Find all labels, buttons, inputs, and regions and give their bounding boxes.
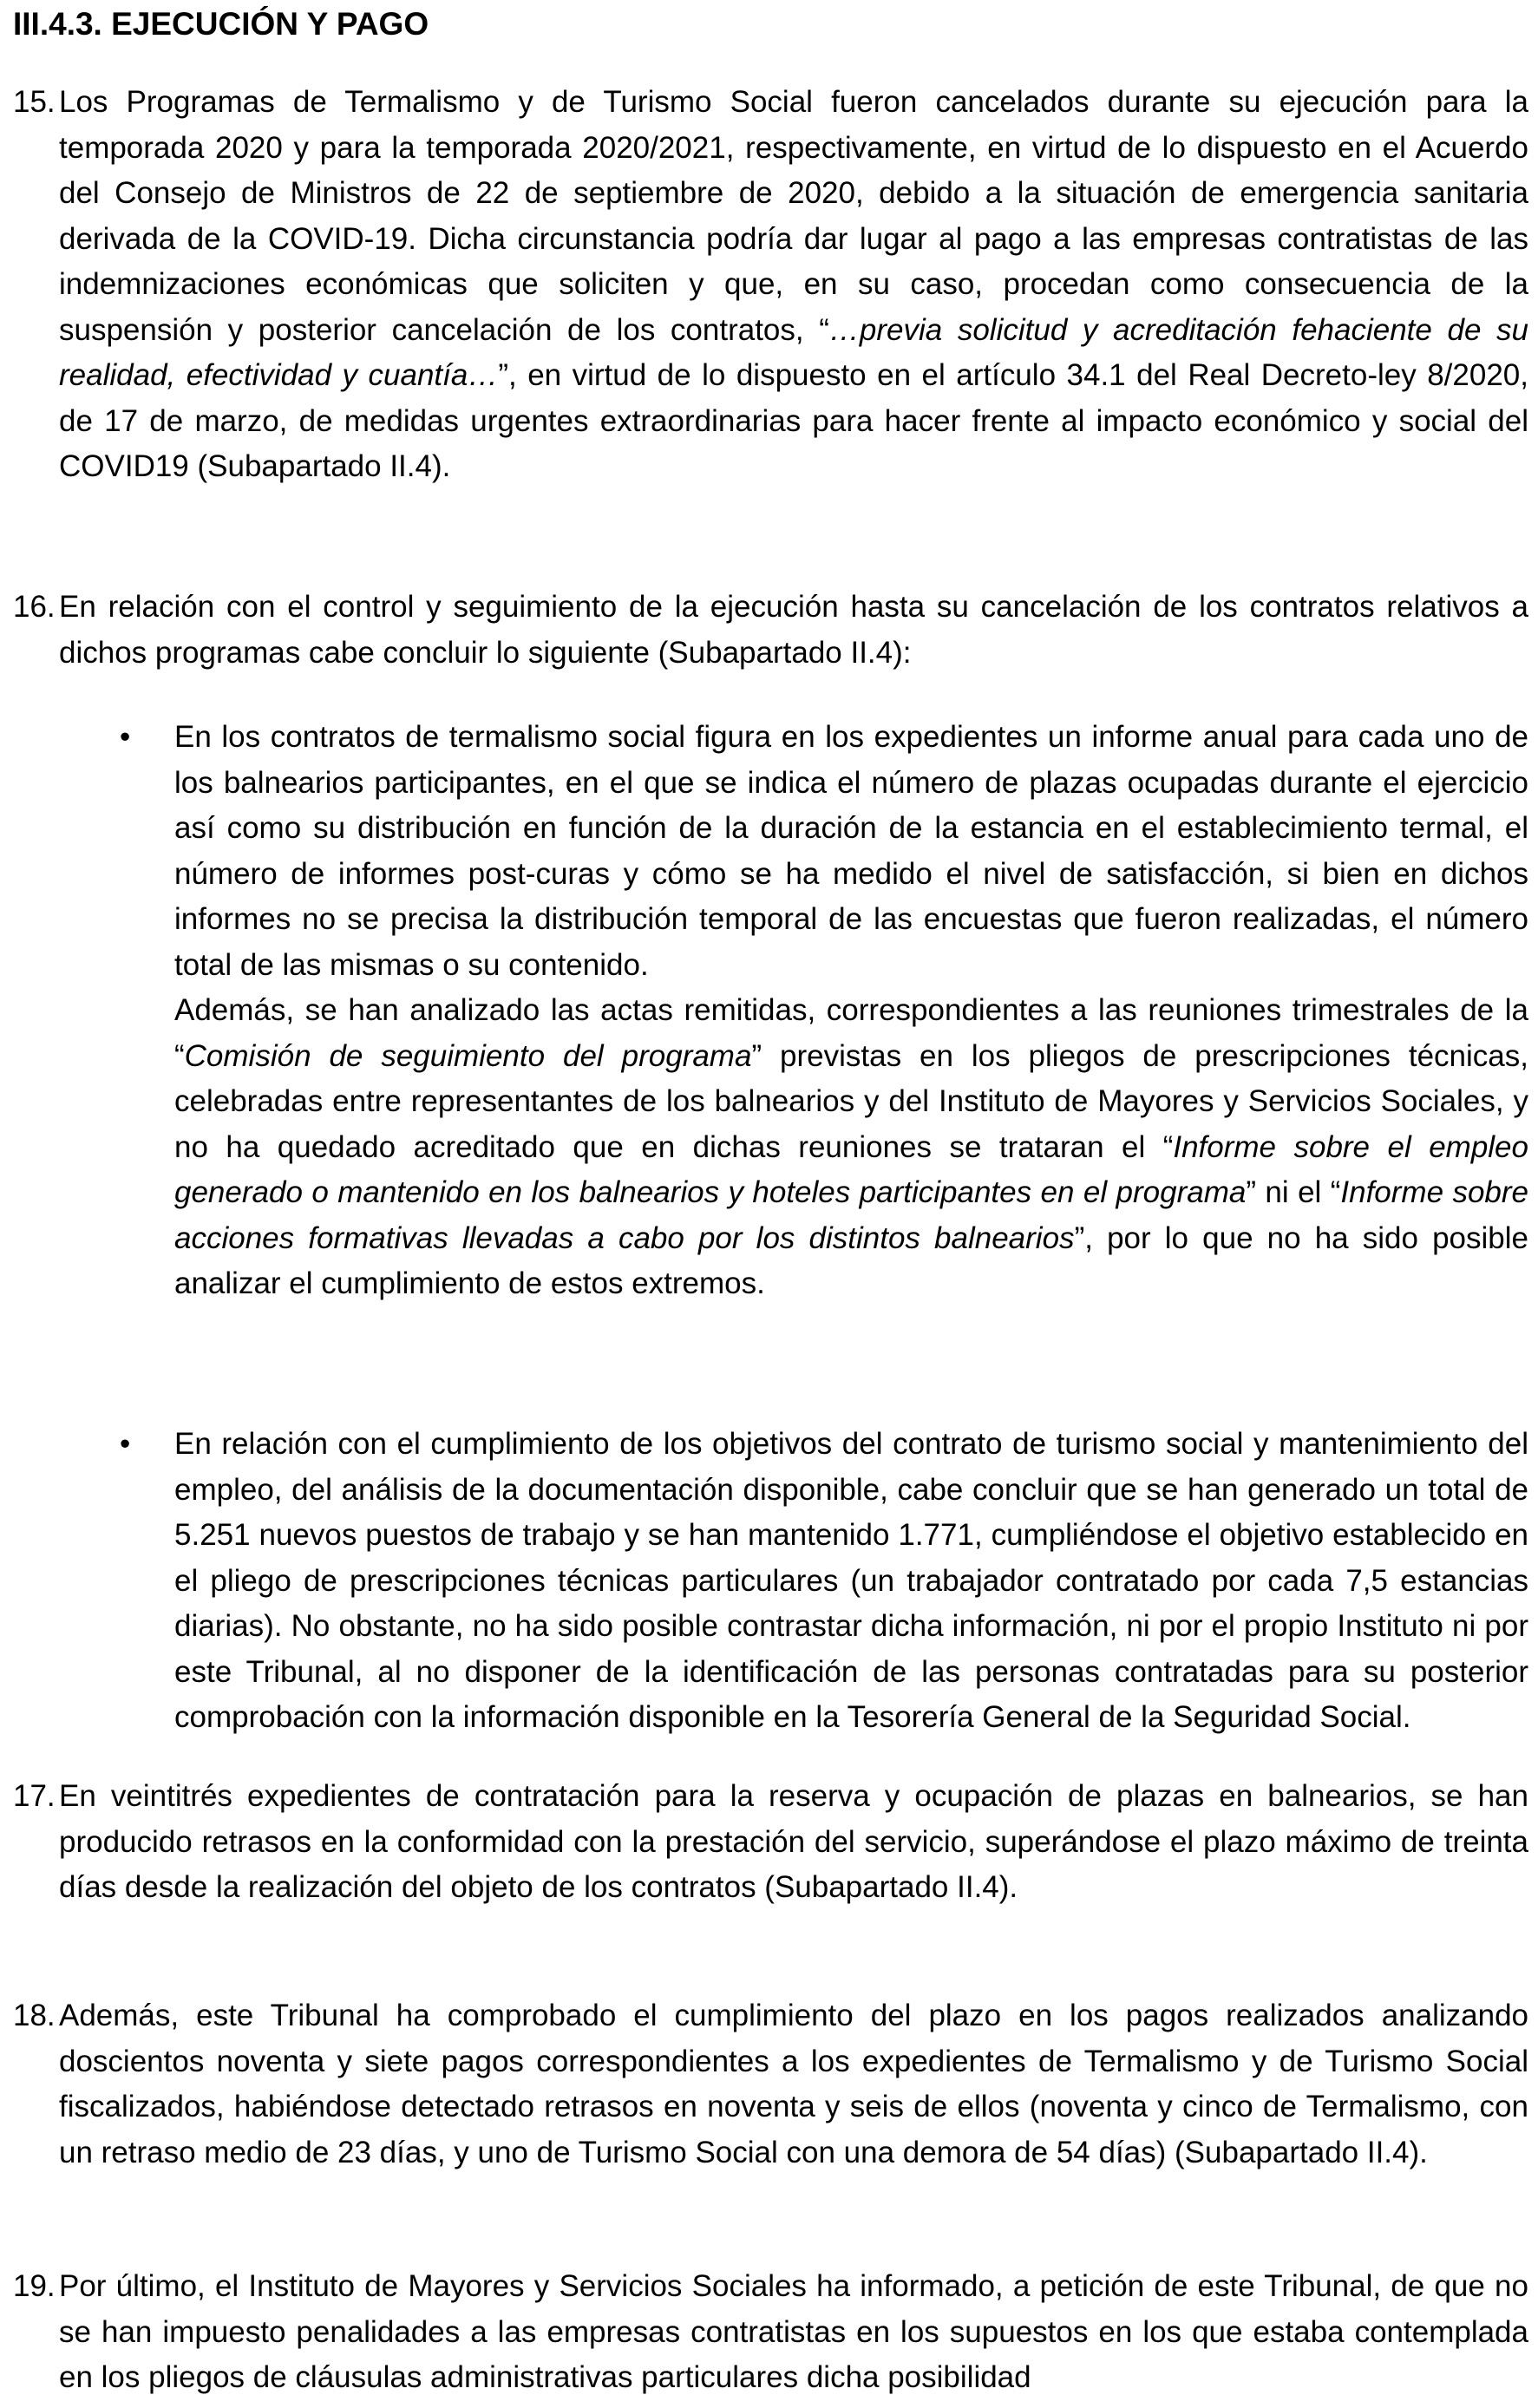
paragraph-text: Los Programas de Termalismo y de Turismo Social fueron cancelados durante su ejecución para la temporada 2020 y para la temporada 2020/2021, respectivamente, en virtud de lo dispuesto en el Acuerdo del Consejo de Ministros de 22 de septiembre de 2020, debido a la situación de emergencia sanitaria derivada de la COVID-19. Dicha circunstancia podría dar lugar al pago a las empresas contratistas de las indemnizaciones económicas que soliciten y que, en su caso, procedan como consecuencia de la suspensión y posterior cancelación de los contratos, “…previa solicitud y acreditación fehaciente de su realidad, efectividad y cuantía…”, en virtud de lo dispuesto en el artículo 34.1 del Real Decreto-ley 8/2020, de 17 de marzo, de medidas urgentes extraordinarias para hacer frente al impacto económico y social del COVID19 (Subapartado II.4). <box>59 85 1528 483</box>
italic-quote: …previa solicitud y acreditación fehaciente de su realidad, efectividad y cuantía… <box>59 312 1528 392</box>
paragraph-number: 16. <box>13 590 56 624</box>
bullet-item-termalismo <box>59 715 1528 1307</box>
paragraph-number: 19. <box>13 2269 56 2303</box>
bullet-icon: • <box>120 720 131 754</box>
bullet-text <box>174 1422 1528 1741</box>
numbered-paragraph-16 <box>13 585 1528 676</box>
numbered-paragraph-17 <box>13 1774 1528 1911</box>
bullet-text <box>174 715 1528 1307</box>
bullet-paragraph: En los contratos de termalismo social figura en los expedientes un informe anual para cada uno de los balnearios participantes, en el que se indica el número de plazas ocupadas durante el ejercicio así como su distribución en función de la duración de la estancia en el establecimiento termal, el número de informes post-curas y cómo se ha medido el nivel de satisfacción, si bien en dichos informes no se precisa la distribución temporal de las encuestas que fueron realizadas, el número total de las mismas o su contenido. <box>174 720 1528 982</box>
bullet-paragraph: Además, se han analizado las actas remitidas, correspondientes a las reuniones trimestrales de la “Comisión de seguimiento del programa” previstas en los pliegos de prescripciones técnicas, celebradas entre representantes de los balnearios y del Instituto de Mayores y Servicios Sociales, y no ha quedado acreditado que en dichas reuniones se trataran el “Informe sobre el empleo generado o mantenido en los balnearios y hoteles participantes en el programa” ni el “Informe sobre acciones formativas llevadas a cabo por los distintos balnearios”, por lo que no ha sido posible analizar el cumplimiento de estos extremos. <box>174 993 1529 1300</box>
numbered-paragraph-15 <box>13 80 1528 490</box>
numbered-paragraph-19 <box>13 2264 1528 2401</box>
bullet-paragraph: En relación con el cumplimiento de los objetivos del contrato de turismo social y mantenimiento del empleo, del análisis de la documentación disponible, cabe concluir que se han generado un total de 5.251 nuevos puestos de trabajo y se han mantenido 1.771, cumpliéndose el objetivo establecido en el pliego de prescripciones técnicas particulares (un trabajador contratado por cada 7,5 estancias diarias). No obstante, no ha sido posible contrastar dicha información, ni por el propio Instituto ni por este Tribunal, al no disponer de la identificación de las personas contratadas para su posterior comprobación con la información disponible en la Tesorería General de la Seguridad Social. <box>174 1427 1528 1734</box>
paragraph-text: En relación con el control y seguimiento de la ejecución hasta su cancelación de los contratos relativos a dichos programas cabe concluir lo siguiente (Subapartado II.4): <box>59 590 1528 670</box>
italic-title: Informe sobre acciones formativas llevadas a cabo por los distintos balnearios <box>174 1175 1529 1255</box>
bullet-item-turismo <box>59 1422 1528 1741</box>
italic-title: Comisión de seguimiento del programa <box>184 1038 752 1073</box>
paragraph-text: Además, este Tribunal ha comprobado el cumplimiento del plazo en los pagos realizados analizando doscientos noventa y siete pagos correspondientes a los expedientes de Termalismo y de Turismo Social fiscalizados, habiéndose detectado retrasos en noventa y seis de ellos (noventa y cinco de Termalismo, con un retraso medio de 23 días, y uno de Turismo Social con una demora de 54 días) (Subapartado II.4). <box>59 1999 1528 2169</box>
paragraph-text: En veintitrés expedientes de contratación para la reserva y ocupación de plazas en balnearios, se han producido retrasos en la conformidad con la prestación del servicio, superándose el plazo máximo de treinta días desde la realización del objeto de los contratos (Subapartado II.4). <box>59 1779 1528 1904</box>
section-heading: III.4.3. EJECUCIÓN Y PAGO <box>13 6 429 42</box>
paragraph-number: 18. <box>13 1999 56 2032</box>
bullet-icon: • <box>120 1427 131 1461</box>
numbered-paragraph-18 <box>13 1993 1528 2176</box>
paragraph-text: Por último, el Instituto de Mayores y Servicios Sociales ha informado, a petición de este Tribunal, de que no se han impuesto penalidades a las empresas contratistas en los supuestos en los que estaba contemplada en los pliegos de cláusulas administrativas particulares dicha posibilidad <box>59 2269 1528 2394</box>
paragraph-number: 17. <box>13 1779 56 1813</box>
paragraph-number: 15. <box>13 85 56 119</box>
italic-title: Informe sobre el empleo generado o mantenido en los balnearios y hoteles participantes en el programa <box>174 1129 1528 1209</box>
